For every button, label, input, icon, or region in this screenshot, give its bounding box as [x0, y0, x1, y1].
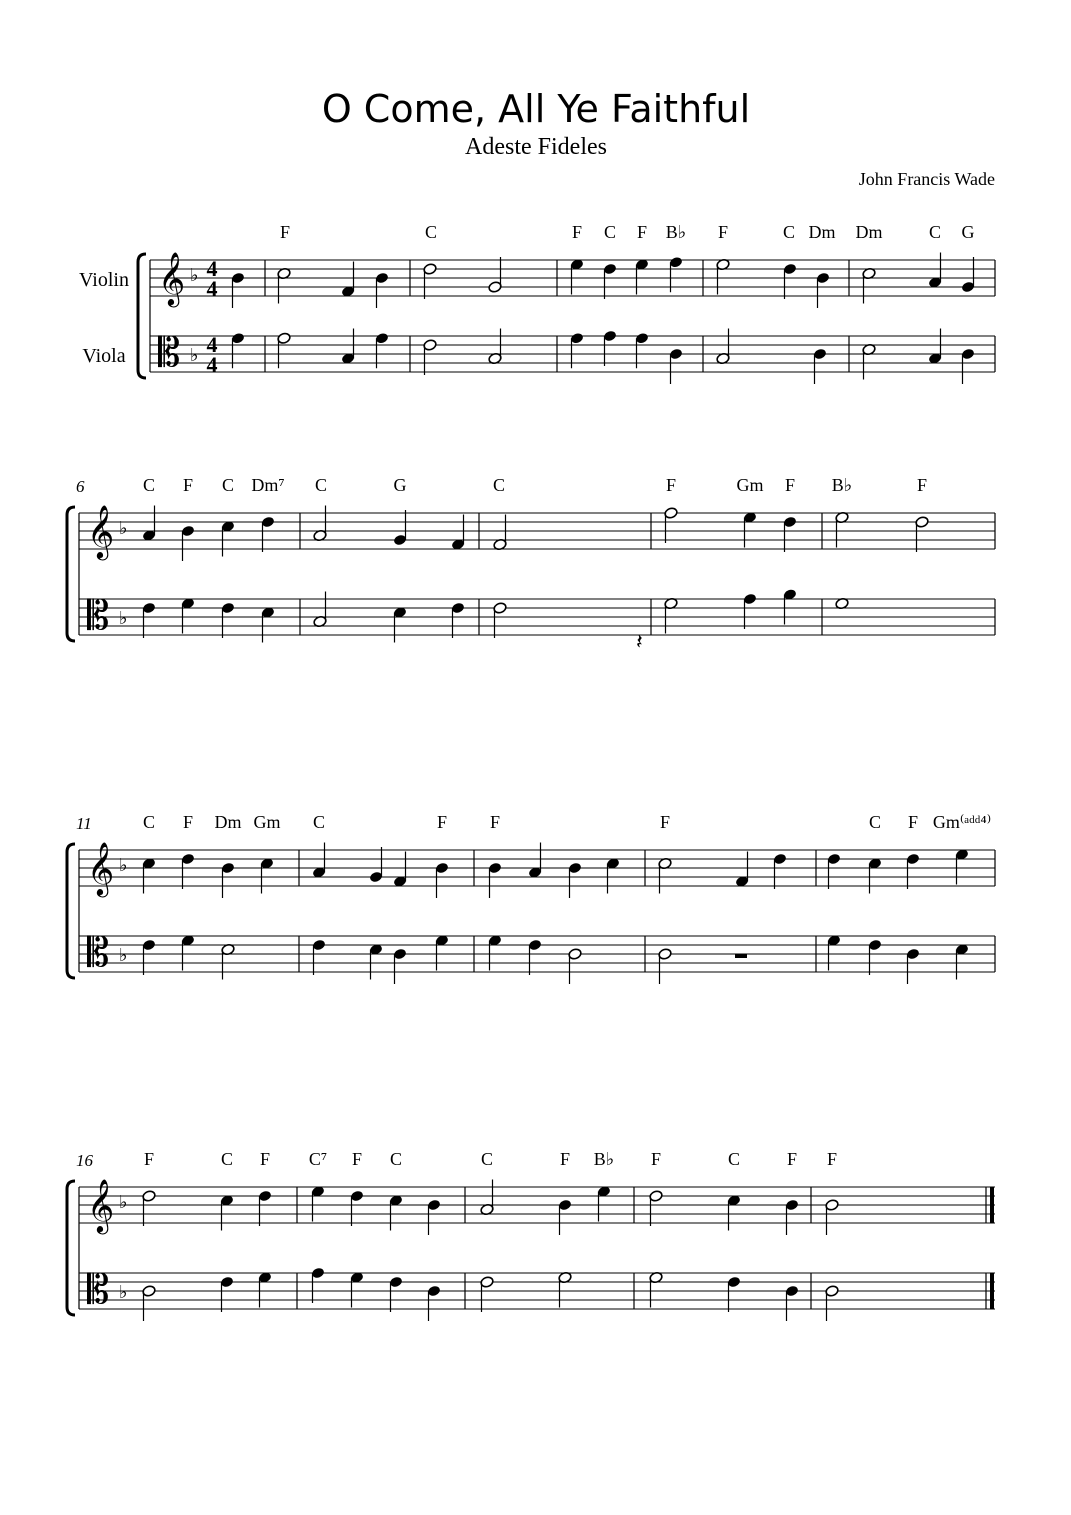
chord-symbol: B♭ [831, 475, 853, 495]
alto-clef-icon: 𝄡 [158, 330, 181, 376]
chord-row [144, 1149, 837, 1169]
chord-symbol: C [480, 1149, 494, 1169]
half-rest-icon [735, 954, 747, 958]
page-title: O Come, All Ye Faithful [321, 87, 751, 131]
chord-symbol: F [650, 1149, 662, 1169]
flat-icon: ♭ [119, 608, 128, 629]
chord-symbol: F [784, 475, 796, 495]
flat-icon: ♭ [190, 265, 199, 286]
chord-symbol: B♭ [665, 222, 687, 242]
alto-clef-icon: 𝄡 [87, 930, 110, 976]
chord-symbol: G [393, 475, 407, 495]
flat-icon: ♭ [119, 1192, 128, 1213]
measure-number: 16 [76, 1151, 93, 1170]
instrument-label-viola: Viola [82, 345, 126, 367]
alto-clef-icon: 𝄡 [87, 593, 110, 639]
chord-symbol: C [389, 1149, 403, 1169]
chord-symbol: F [259, 1149, 271, 1169]
chord-symbol: Dm [855, 222, 883, 242]
treble-clef-icon: 𝄞 [87, 504, 115, 558]
chord-symbol: C [142, 812, 156, 832]
chord-symbol: C [221, 475, 235, 495]
alto-clef-icon: 𝄡 [87, 1267, 110, 1313]
treble-clef-icon: 𝄞 [87, 1178, 115, 1232]
svg-text:4: 4 [206, 276, 218, 301]
chord-row [143, 812, 991, 832]
treble-clef-icon: 𝄞 [158, 251, 186, 305]
chord-symbol: F [659, 812, 671, 832]
chord-symbol: C [928, 222, 942, 242]
instrument-label-violin: Violin [79, 269, 129, 291]
chord-symbol: Gm [736, 475, 764, 495]
chord-symbol: Dm [214, 812, 242, 832]
chord-symbol: F [279, 222, 291, 242]
chord-symbol: Dm [808, 222, 836, 242]
chord-symbol: F [143, 1149, 155, 1169]
measure-number: 6 [76, 477, 85, 496]
flat-icon: ♭ [190, 345, 199, 366]
time-signature [207, 256, 218, 377]
flat-icon: ♭ [119, 855, 128, 876]
chord-symbol: F [636, 222, 648, 242]
chord-symbol: F [351, 1149, 363, 1169]
system-bracket [67, 844, 75, 978]
chord-symbol: C [312, 812, 326, 832]
chord-symbol: F [916, 475, 928, 495]
chord-symbol: F [717, 222, 729, 242]
quarter-rest-icon: 𝄽 [636, 630, 643, 655]
chord-symbol: B♭ [593, 1149, 615, 1169]
chord-row [280, 222, 975, 242]
chord-symbol: C [314, 475, 328, 495]
chord-symbol: C [782, 222, 796, 242]
system-bracket [67, 507, 75, 641]
chord-symbol: F [907, 812, 919, 832]
chord-symbol: F [489, 812, 501, 832]
chord-symbol: C [492, 475, 506, 495]
system-bracket [138, 254, 146, 378]
chord-symbol: F [182, 812, 194, 832]
chord-symbol: C [868, 812, 882, 832]
chord-symbol: Dm⁷ [251, 475, 285, 495]
chord-row [143, 475, 927, 495]
chord-symbol: F [665, 475, 677, 495]
chord-symbol: F [571, 222, 583, 242]
flat-icon: ♭ [119, 1282, 128, 1303]
chord-symbol: F [436, 812, 448, 832]
chord-symbol: C [603, 222, 617, 242]
chord-symbol: F [786, 1149, 798, 1169]
chord-symbol: C⁷ [308, 1149, 328, 1169]
chord-symbol: C [142, 475, 156, 495]
chord-symbol: C [727, 1149, 741, 1169]
page-subtitle: Adeste Fideles [465, 134, 607, 160]
chord-symbol: G [961, 222, 975, 242]
chord-symbol: F [559, 1149, 571, 1169]
chord-symbol: C [220, 1149, 234, 1169]
svg-text:4: 4 [206, 352, 218, 377]
composer-name: John Francis Wade [858, 169, 995, 189]
chord-symbol: F [826, 1149, 838, 1169]
chord-symbol: Gm [253, 812, 281, 832]
chord-symbol: Gm⁽ᵃᵈᵈ⁴⁾ [932, 812, 992, 832]
svg-text:4: 4 [206, 332, 218, 357]
svg-text:4: 4 [206, 256, 218, 281]
flat-icon: ♭ [119, 518, 128, 539]
chord-symbol: C [424, 222, 438, 242]
chord-symbol: F [182, 475, 194, 495]
music-engraving [67, 251, 995, 1321]
measure-number: 11 [76, 814, 92, 833]
treble-clef-icon: 𝄞 [87, 841, 115, 895]
flat-icon: ♭ [119, 945, 128, 966]
system-bracket [67, 1181, 75, 1315]
